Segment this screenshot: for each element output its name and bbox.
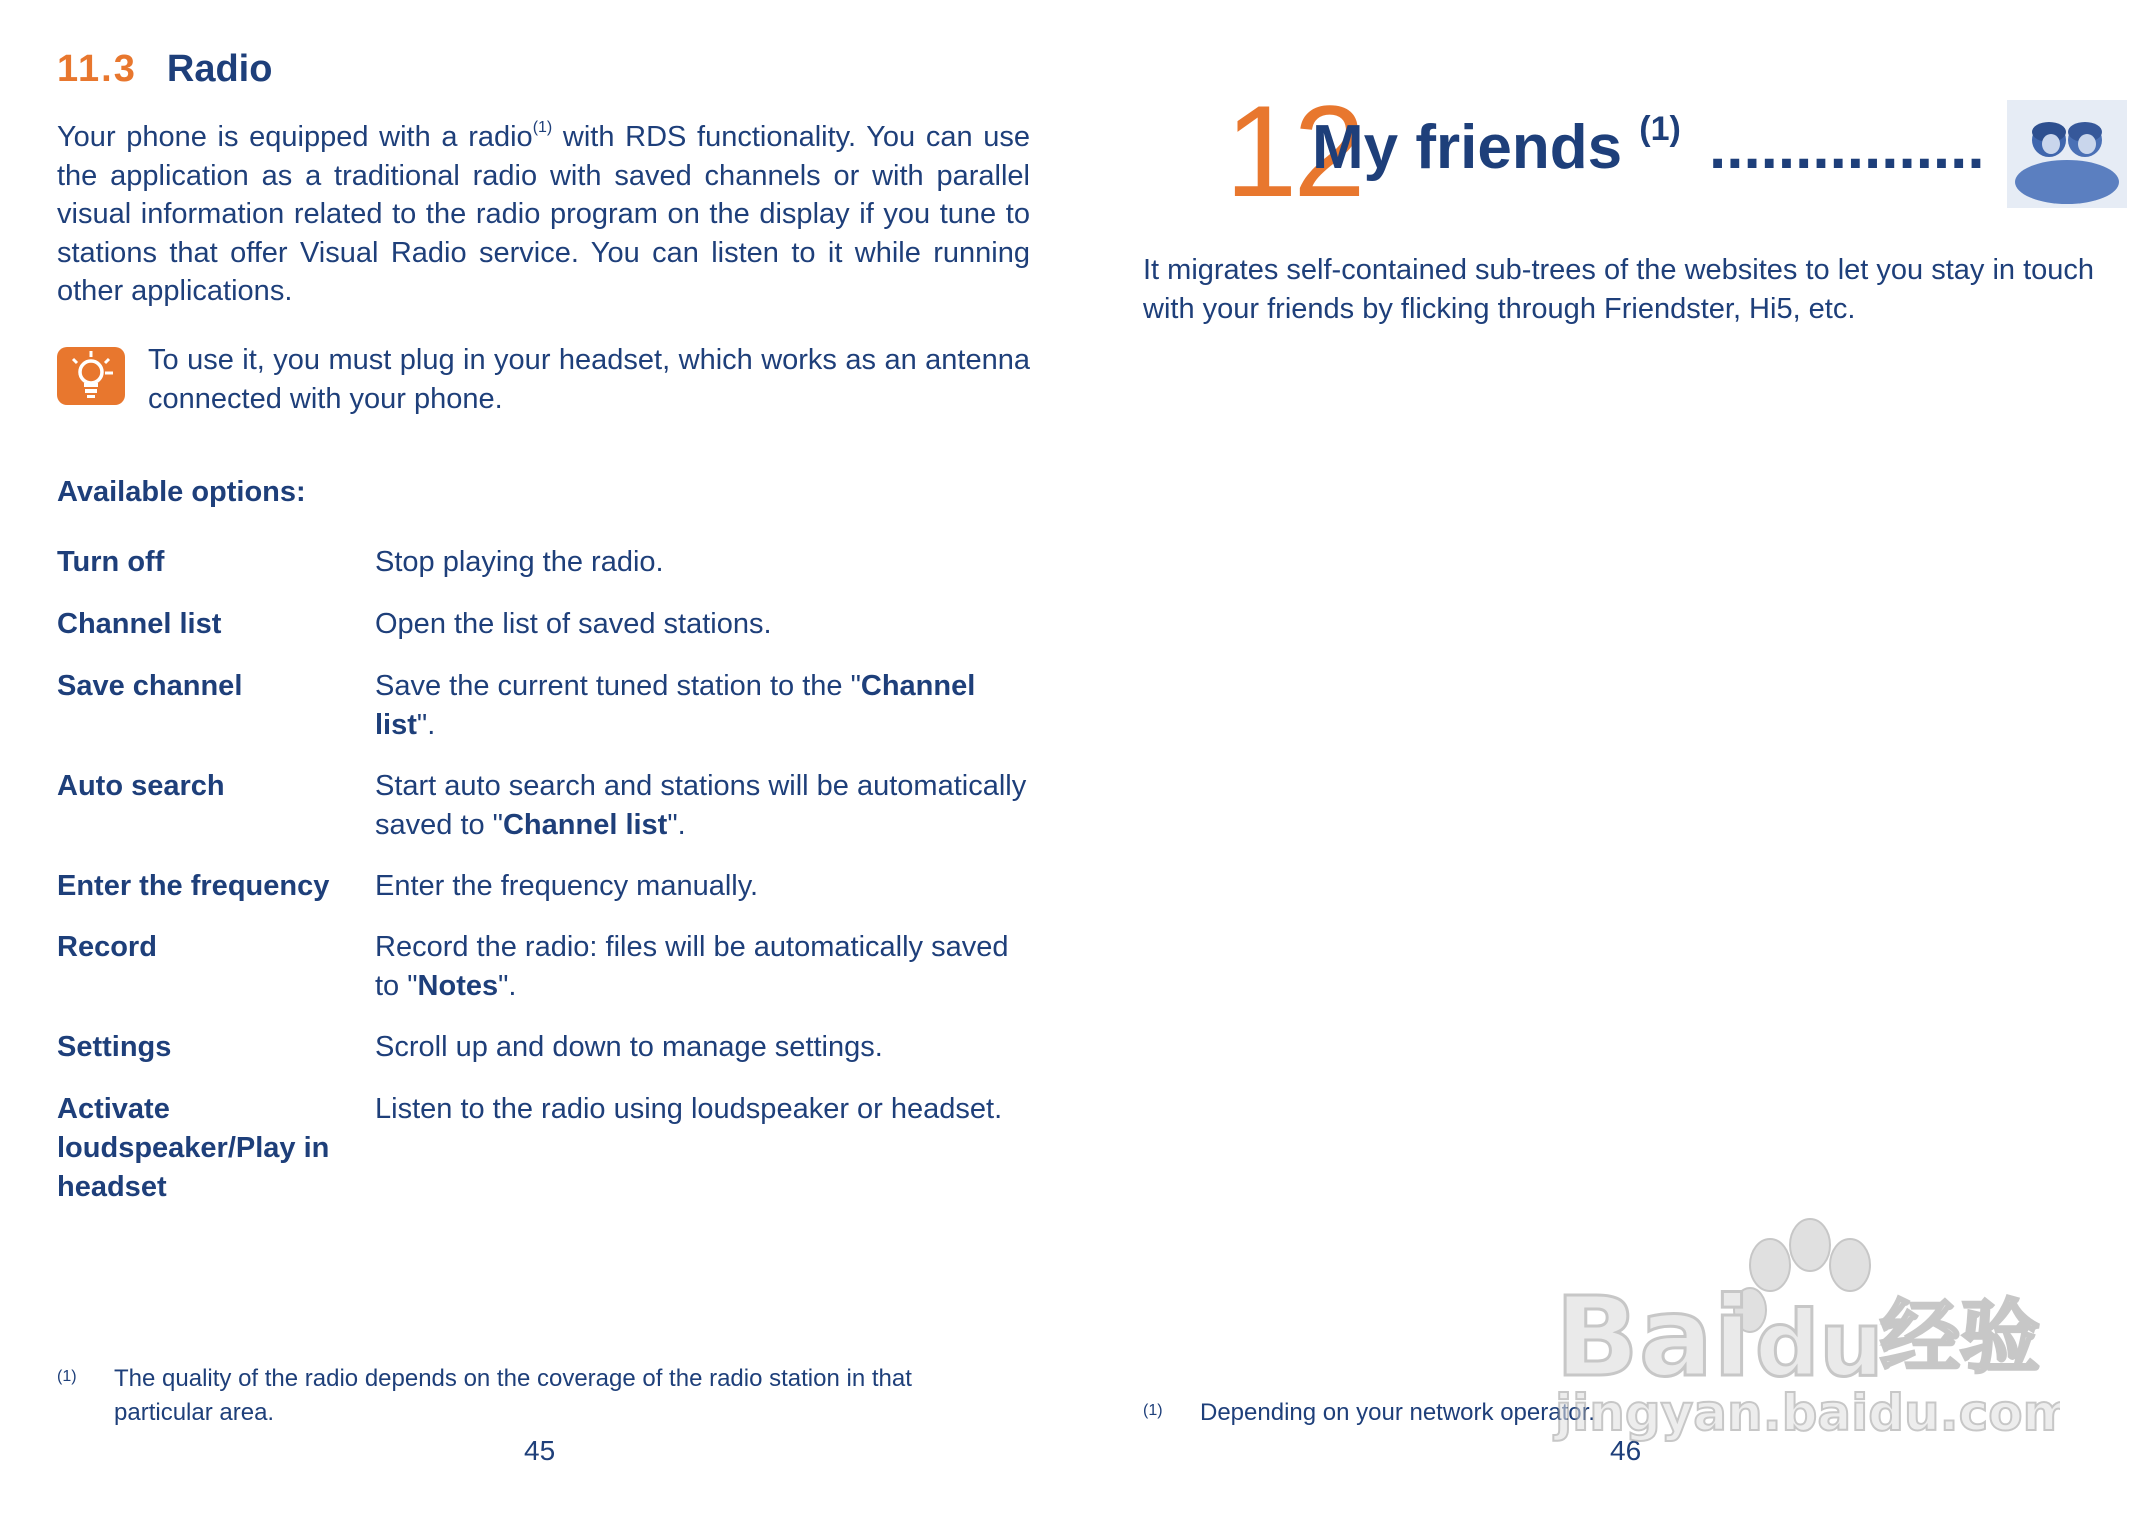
option-desc-bold: Channel list [502,809,668,841]
option-desc-text-end: ". [416,709,436,741]
option-description [375,767,1037,845]
tip-text: To use it, you must plug in your headset, which works as an antenna connected with your phone. [148,344,1030,415]
chapter-number: 12 [1225,78,1362,224]
option-term: Turn off [57,546,165,578]
footnote-mark: (1) [57,1368,77,1385]
intro-footnote-ref: (1) [532,119,553,136]
section-number: 11.3 [57,48,137,90]
option-term: Enter the frequency [57,870,330,902]
option-term: Channel list [57,608,222,640]
option-description: Open the list of saved stations. [375,608,772,640]
option-description: Scroll up and down to manage settings. [375,1031,883,1063]
option-description [375,928,1037,1006]
option-term: Activate loudspeaker/Play in headset [57,1093,330,1203]
option-term: Auto search [57,770,225,802]
options-heading: Available options: [57,476,306,508]
baidu-watermark [1540,1215,2060,1445]
chapter-leader-dots: ................ [1709,113,1985,182]
section-title: Radio [166,48,273,90]
option-desc-text-end: ". [667,809,686,841]
option-desc-text-end: ". [498,970,517,1002]
option-description: Stop playing the radio. [375,546,664,578]
intro-paragraph [57,118,1030,311]
option-description: Listen to the radio using loudspeaker or headset. [375,1093,1003,1125]
option-desc-bold: Notes [417,970,499,1002]
option-desc-text: Start auto search and stations will be automatically saved to " [375,770,1027,841]
chapter-title-text: My friends [1312,113,1623,182]
option-term: Settings [57,1031,172,1063]
option-desc-text: Record the radio: files will be automatically saved to " [375,931,1009,1002]
section-heading [57,48,272,91]
watermark-logo-text: Bai [1555,1273,1751,1401]
intro-text-end: with RDS functionality. You can use the application as a traditional radio with saved channels or with parallel visual information related to the radio program on the display if you tune to stations that offer Visual Radio service. You can listen to it while running other applications. [57,121,1030,308]
chapter-footnote-ref: (1) [1639,110,1681,148]
page-number: 46 [1610,1435,1642,1466]
svg-text:du: du [1755,1292,1884,1397]
intro-text-start: Your phone is equipped with a radio [57,121,533,153]
footnote-text: Depending on your network operator. [1200,1399,1595,1426]
option-term: Record [57,931,157,963]
option-desc-text: Save the current tuned station to the " [375,670,861,702]
footnote-mark: (1) [1143,1402,1163,1419]
lightbulb-tip-icon [57,347,125,405]
chapter-title [1312,112,1681,183]
watermark-url-text: jingyan.baidu.com [1555,1384,2060,1442]
friends-icon [2007,100,2127,208]
chapter-intro: It migrates self-contained sub-trees of the websites to let you stay in touch with your friends by flicking through Friendster, Hi5, etc. [1143,254,2095,325]
option-description [375,667,1037,745]
footnote-text: The quality of the radio depends on the coverage of the radio station in that particular area. [114,1365,912,1426]
svg-text:经验: 经验 [1880,1291,2040,1384]
option-desc-bold: Channel list [375,670,976,741]
page-number: 45 [524,1435,556,1466]
option-description: Enter the frequency manually. [375,870,759,902]
option-term: Save channel [57,670,243,702]
